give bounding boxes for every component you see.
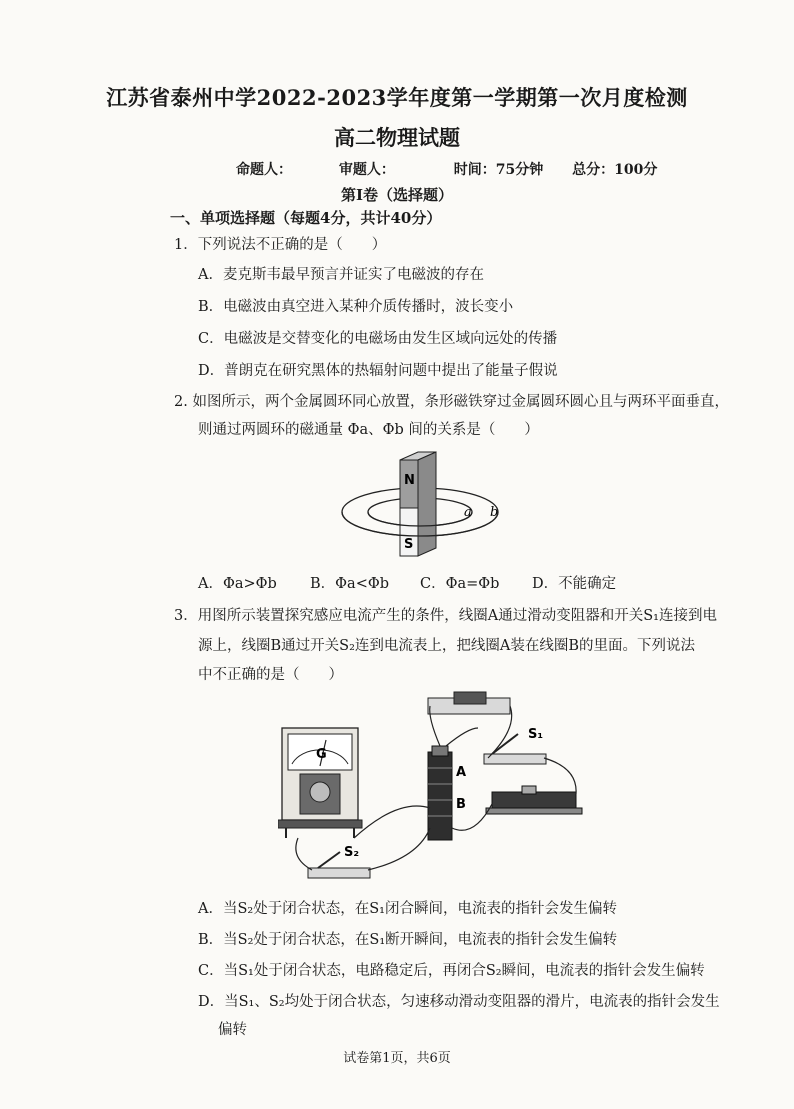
magnet-s-label: S bbox=[404, 537, 414, 552]
q1-option-d: D．普朗克在研究黑体的热辐射问题中提出了能量子假说 bbox=[198, 363, 558, 379]
exam-meta bbox=[236, 159, 681, 179]
q3-stem-line3: 中不正确的是（ ） bbox=[198, 667, 343, 683]
switch-s1-label: S₁ bbox=[528, 727, 544, 742]
coil-assembly bbox=[428, 746, 466, 840]
q2-option-d: D．不能确定 bbox=[532, 576, 617, 592]
q3-option-d-line2: 偏转 bbox=[218, 1022, 247, 1038]
volume-title: 第Ⅰ卷（选择题） bbox=[340, 186, 454, 204]
rheostat bbox=[486, 786, 582, 814]
exam-score: 总分：100分 bbox=[572, 162, 658, 178]
q1-option-a: A．麦克斯韦最早预言并证实了电磁波的存在 bbox=[198, 267, 484, 283]
battery bbox=[428, 692, 510, 714]
reviewer-label: 审题人： bbox=[338, 162, 395, 178]
switch-s1 bbox=[484, 727, 546, 764]
q3-option-c: C．当S₁处于闭合状态，电路稳定后，再闭合S₂瞬间，电流表的指针会发生偏转 bbox=[198, 963, 705, 979]
q3-stem-line2: 源上，线圈B通过开关S₂连到电流表上，把线圈A装在线圈B的里面。下列说法 bbox=[198, 638, 696, 654]
ring-a-label: a bbox=[464, 505, 472, 520]
coil-a-label: A bbox=[456, 765, 467, 780]
q3-option-a: A．当S₂处于闭合状态，在S₁闭合瞬间，电流表的指针会发生偏转 bbox=[198, 901, 617, 917]
q2-stem-line2: 则通过两圆环的磁通量 Φa、Φb 间的关系是（ ） bbox=[198, 422, 539, 438]
q3-option-d-line1: D．当S₁、S₂均处于闭合状态，匀速移动滑动变阻器的滑片，电流表的指针会发生 bbox=[198, 994, 720, 1010]
q2-option-a: A．Φa>Φb bbox=[198, 576, 277, 592]
switch-s2-label: S₂ bbox=[344, 845, 360, 860]
magnet-side bbox=[418, 452, 436, 556]
q2-stem-line1: 2. 如图所示，两个金属圆环同心放置，条形磁铁穿过金属圆环圆心且与两环平面垂直， bbox=[174, 394, 729, 410]
exam-subtitle: 高二物理试题 bbox=[334, 125, 460, 150]
ring-b-label: b bbox=[490, 505, 499, 520]
q2-option-c: C．Φa=Φb bbox=[420, 576, 500, 592]
galvanometer-label: G bbox=[316, 747, 327, 762]
setter-label: 命题人： bbox=[236, 162, 292, 178]
q2-option-b: B．Φa<Φb bbox=[310, 576, 390, 592]
q2-magnet-figure bbox=[340, 450, 520, 570]
q3-stem-line1: 3．用图所示装置探究感应电流产生的条件，线圈A通过滑动变阻器和开关S₁连接到电 bbox=[174, 608, 717, 624]
page-footer: 试卷第1页，共6页 bbox=[343, 1051, 451, 1066]
q1-option-b: B．电磁波由真空进入某种介质传播时，波长变小 bbox=[198, 299, 514, 315]
q1-stem: 1．下列说法不正确的是（ ） bbox=[174, 237, 387, 253]
q3-circuit-figure bbox=[278, 688, 598, 888]
magnet-n-label: N bbox=[404, 473, 415, 488]
exam-title: 江苏省泰州中学2022-2023学年度第一学期第一次月度检测 bbox=[106, 85, 688, 110]
galvanometer bbox=[278, 728, 362, 838]
exam-time: 时间：75分钟 bbox=[453, 162, 544, 178]
switch-s2 bbox=[308, 845, 370, 878]
coil-b-label: B bbox=[456, 797, 466, 812]
q1-option-c: C．电磁波是交替变化的电磁场由发生区域向远处的传播 bbox=[198, 331, 558, 347]
q3-option-b: B．当S₂处于闭合状态，在S₁断开瞬间，电流表的指针会发生偏转 bbox=[198, 932, 618, 948]
section-title: 一、单项选择题（每题4分，共计40分） bbox=[170, 209, 442, 227]
